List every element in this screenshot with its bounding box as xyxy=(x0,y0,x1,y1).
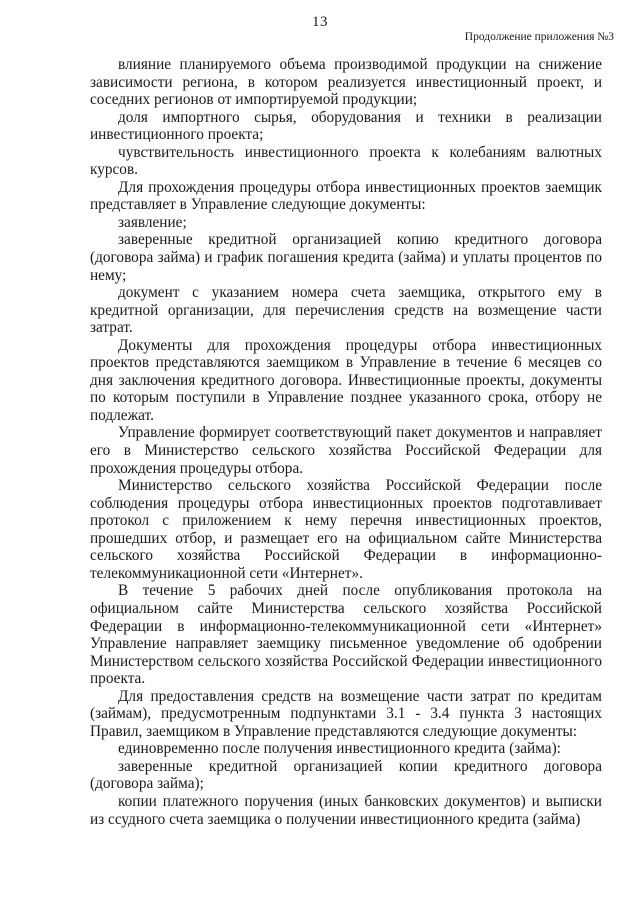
paragraph: Для предоставления средств на возмещение части затрат по кредитам (займам), предусмотренным подпунктами 3.1 - 3.4 пункта 3 настоящих Правил, заемщиком в Управление представляются следующие документы: xyxy=(90,687,602,740)
paragraph: Документы для прохождения процедуры отбора инвестиционных проектов представляются заемщиком в Управление в течение 6 месяцев со дня заключения кредитного договора. Инвестиционные проекты, документы по которым поступили в Управление позднее указанного срока, отбору не подлежат. xyxy=(90,336,602,424)
paragraph: единовременно после получения инвестиционного кредита (займа): xyxy=(118,740,561,758)
appendix-continuation-note: Продолжение приложения №3 xyxy=(464,31,614,43)
paragraph: Управление формирует соответствующий пакет документов и направляет его в Министерство сельского хозяйства Российской Федерации для прохождения процедуры отбора. xyxy=(90,424,602,477)
paragraph: документ с указанием номера счета заемщика, открытого ему в кредитной организации, для перечисления средств на возмещение части затрат. xyxy=(90,284,602,337)
paragraph: заявление; xyxy=(118,213,187,231)
paragraph: Министерство сельского хозяйства Российской Федерации после соблюдения процедуры отбора инвестиционных проектов подготавливает протокол с приложением к нему перечня инвестиционных проектов, прошедших отбор, и размещает его на официальном сайте Министерства сельского хозяйства Российской Федерации в информационно-телекоммуникационной сети «Интернет». xyxy=(90,477,602,582)
paragraph: доля импортного сырья, оборудования и техники в реализации инвестиционного проекта; xyxy=(90,108,602,144)
paragraph: чувствительность инвестиционного проекта к колебаниям валютных курсов. xyxy=(90,143,602,179)
paragraph: копии платежного поручения (иных банковских документов) и выписки из ссудного счета заемщика о получении инвестиционного кредита (займа) xyxy=(90,792,602,828)
paragraph: заверенные кредитной организацией копии кредитного договора (договора займа); xyxy=(90,757,602,793)
paragraph: заверенные кредитной организацией копию кредитного договора (договора займа) и график погашения кредита (займа) и уплаты процентов по нему; xyxy=(90,231,602,284)
paragraph: Для прохождения процедуры отбора инвестиционных проектов заемщик представляет в Управление следующие документы: xyxy=(90,178,602,214)
document-body xyxy=(90,56,602,828)
page-number: 13 xyxy=(312,14,328,30)
paragraph: В течение 5 рабочих дней после опубликования протокола на официальном сайте Министерства сельского хозяйства Российской Федерации в информационно-телекоммуникационной сети «Интернет» Управление направляет заемщику письменное уведомление об одобрении Министерством сельского хозяйства Российской Федерации инвестиционного проекта. xyxy=(90,582,602,688)
paragraph: влияние планируемого объема производимой продукции на снижение зависимости региона, в котором реализуется инвестиционный проект, и соседних регионов от импортируемой продукции; xyxy=(90,56,602,109)
